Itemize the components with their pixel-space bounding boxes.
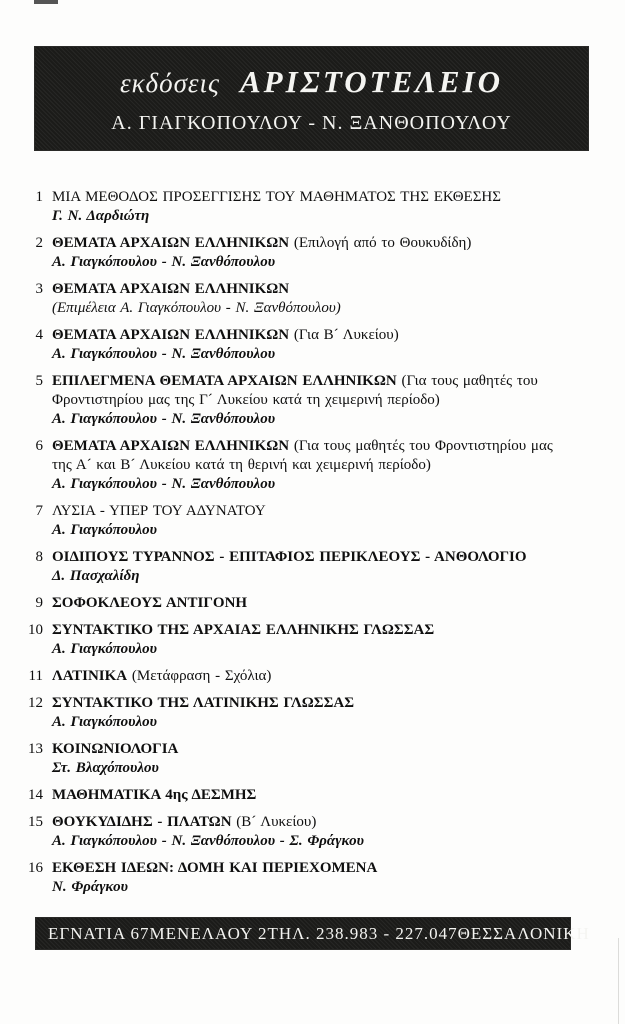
book-item — [0, 667, 625, 686]
book-number: 14 — [28, 787, 43, 803]
book-author: Γ. Ν. Δαρδιώτη — [52, 208, 150, 224]
book-title-line — [52, 859, 560, 878]
book-content — [52, 234, 560, 272]
footer-city: ΘΕΣΣΑΛΟΝΙΚΗ — [457, 923, 590, 943]
book-title-line — [52, 667, 560, 686]
book-author: Α. Γιαγκόπουλου - Ν. Ξανθόπουλου — [52, 254, 276, 270]
book-item — [0, 786, 625, 805]
book-item — [0, 813, 625, 851]
book-content — [52, 280, 560, 318]
book-number: 8 — [35, 549, 43, 565]
book-title-line — [52, 280, 560, 299]
book-number: 2 — [35, 235, 43, 251]
book-note: (Για Β´ Λυκείου) — [293, 327, 399, 343]
book-title: ΘΟΥΚΥΔΙΔΗΣ - ΠΛΑΤΩΝ — [52, 814, 232, 830]
book-item — [0, 548, 625, 586]
book-title-line — [52, 437, 560, 475]
book-list — [0, 188, 625, 905]
book-content — [52, 694, 560, 732]
book-note: (Για τους μαθητές του Φροντιστηρίου μας της Α´ και Β´ Λυκείου κατά τη θερινή και χειμερινή περίοδο) — [52, 438, 553, 473]
book-title: ΘΕΜΑΤΑ ΑΡΧΑΙΩΝ ΕΛΛΗΝΙΚΩΝ — [52, 235, 290, 251]
book-title: ΘΕΜΑΤΑ ΑΡΧΑΙΩΝ ΕΛΛΗΝΙΚΩΝ — [52, 327, 290, 343]
book-title-line — [52, 502, 560, 521]
book-note: (Μετάφραση - Σχόλια) — [131, 668, 272, 684]
book-title-line — [52, 594, 560, 613]
book-title-line — [52, 813, 560, 832]
book-number: 6 — [35, 438, 43, 454]
book-title-line — [52, 326, 560, 345]
brand-line — [120, 64, 503, 100]
book-title-line — [52, 372, 560, 410]
book-title-line — [52, 694, 560, 713]
book-content — [52, 437, 560, 494]
book-number: 1 — [35, 189, 43, 205]
book-content — [52, 594, 560, 613]
book-title-line — [52, 621, 560, 640]
book-content — [52, 859, 560, 897]
book-number: 15 — [28, 814, 43, 830]
book-content — [52, 621, 560, 659]
book-item — [0, 594, 625, 613]
brand-name: ΑΡΙΣΤΟΤΕΛΕΙΟ — [240, 64, 504, 99]
book-content — [52, 786, 560, 805]
book-author: Α. Γιαγκόπουλου - Ν. Ξανθόπουλου - Σ. Φράγκου — [52, 833, 364, 849]
book-title: ΘΕΜΑΤΑ ΑΡΧΑΙΩΝ ΕΛΛΗΝΙΚΩΝ — [52, 281, 290, 297]
book-item — [0, 859, 625, 897]
book-title-line — [52, 188, 560, 207]
book-number: 3 — [35, 281, 43, 297]
book-title-line — [52, 548, 560, 567]
book-author: Ν. Φράγκου — [52, 879, 128, 895]
book-title-line — [52, 786, 560, 805]
book-item — [0, 740, 625, 778]
book-title: ΣΟΦΟΚΛΕΟΥΣ ΑΝΤΙΓΟΝΗ — [52, 595, 248, 611]
book-author: Α. Γιαγκόπουλου — [52, 714, 157, 730]
book-author: Α. Γιαγκόπουλου — [52, 522, 157, 538]
book-number: 5 — [35, 373, 43, 389]
book-item — [0, 502, 625, 540]
publisher-banner — [35, 47, 588, 150]
book-number: 16 — [28, 860, 43, 876]
book-title: ΘΕΜΑΤΑ ΑΡΧΑΙΩΝ ΕΛΛΗΝΙΚΩΝ — [52, 438, 290, 454]
book-item — [0, 372, 625, 429]
footer-bar — [36, 918, 590, 949]
book-title: ΕΚΘΕΣΗ ΙΔΕΩΝ: ΔΟΜΗ ΚΑΙ ΠΕΡΙΕΧΟΜΕΝΑ — [52, 860, 378, 876]
book-author: Δ. Πασχαλίδη — [52, 568, 140, 584]
book-note-line: (Επιμέλεια Α. Γιαγκόπουλου - Ν. Ξανθόπουλου) — [52, 300, 341, 316]
book-content — [52, 188, 560, 226]
book-title: ΣΥΝΤΑΚΤΙΚΟ ΤΗΣ ΑΡΧΑΙΑΣ ΕΛΛΗΝΙΚΗΣ ΓΛΩΣΣΑΣ — [52, 622, 435, 638]
footer-phone: ΤΗΛ. 238.983 - 227.047 — [267, 923, 458, 943]
book-title: ΣΥΝΤΑΚΤΙΚΟ ΤΗΣ ΛΑΤΙΝΙΚΗΣ ΓΛΩΣΣΑΣ — [52, 695, 355, 711]
book-number: 7 — [35, 503, 43, 519]
book-item — [0, 437, 625, 494]
book-number: 12 — [28, 695, 43, 711]
book-note: (Επιλογή από το Θουκυδίδη) — [293, 235, 472, 251]
book-number: 9 — [35, 595, 43, 611]
book-title: ΟΙΔΙΠΟΥΣ ΤΥΡΑΝΝΟΣ - ΕΠΙΤΑΦΙΟΣ ΠΕΡΙΚΛΕΟΥΣ - ΑΝΘΟΛΟΓΙΟ — [52, 549, 527, 565]
book-author: Α. Γιαγκόπουλου - Ν. Ξανθόπουλου — [52, 411, 276, 427]
scan-smudge-top-left — [34, 0, 58, 4]
book-item — [0, 280, 625, 318]
book-author: Α. Γιαγκόπουλου - Ν. Ξανθόπουλου — [52, 476, 276, 492]
book-author: Α. Γιαγκόπουλου — [52, 641, 157, 657]
book-title-line — [52, 234, 560, 253]
book-item — [0, 188, 625, 226]
book-item — [0, 326, 625, 364]
book-title: ΛΑΤΙΝΙΚΑ — [52, 668, 128, 684]
publishers-line: Α. ΓΙΑΓΚΟΠΟΥΛΟΥ - Ν. ΞΑΝΘΟΠΟΥΛΟΥ — [111, 112, 512, 134]
book-item — [0, 621, 625, 659]
book-note: (Β´ Λυκείου) — [236, 814, 317, 830]
book-number: 13 — [28, 741, 43, 757]
book-content — [52, 548, 560, 586]
book-number: 4 — [35, 327, 43, 343]
book-author: Στ. Βλαχόπουλου — [52, 760, 159, 776]
book-number: 10 — [28, 622, 43, 638]
book-title: ΕΠΙΛΕΓΜΕΝΑ ΘΕΜΑΤΑ ΑΡΧΑΙΩΝ ΕΛΛΗΝΙΚΩΝ — [52, 373, 397, 389]
book-number: 11 — [28, 668, 43, 684]
book-content — [52, 667, 560, 686]
scan-edge-artifact — [618, 938, 619, 1024]
book-content — [52, 326, 560, 364]
book-title: ΛΥΣΙΑ - ΥΠΕΡ ΤΟΥ ΑΔΥΝΑΤΟΥ — [52, 503, 266, 519]
book-content — [52, 502, 560, 540]
book-author: Α. Γιαγκόπουλου - Ν. Ξανθόπουλου — [52, 346, 276, 362]
book-item — [0, 234, 625, 272]
book-title: ΜΑΘΗΜΑΤΙΚΑ 4ης ΔΕΣΜΗΣ — [52, 787, 257, 803]
book-title-line — [52, 740, 560, 759]
book-content — [52, 813, 560, 851]
book-item — [0, 694, 625, 732]
footer-address-1: ΕΓΝΑΤΙΑ 67 — [48, 923, 150, 943]
book-content — [52, 372, 560, 429]
book-title: ΚΟΙΝΩΝΙΟΛΟΓΙΑ — [52, 741, 179, 757]
footer-address-2: ΜΕΝΕΛΑΟΥ 2 — [149, 923, 268, 943]
book-title: ΜΙΑ ΜΕΘΟΔΟΣ ΠΡΟΣΕΓΓΙΣΗΣ ΤΟΥ ΜΑΘΗΜΑΤΟΣ ΤΗΣ ΕΚΘΕΣΗΣ — [52, 189, 501, 205]
book-content — [52, 740, 560, 778]
book-note: (Για τους μαθητές του Φροντιστηρίου μας της Γ´ Λυκείου κατά τη χειμερινή περίοδο) — [52, 373, 538, 408]
brand-prefix: εκδόσεις — [119, 68, 220, 98]
